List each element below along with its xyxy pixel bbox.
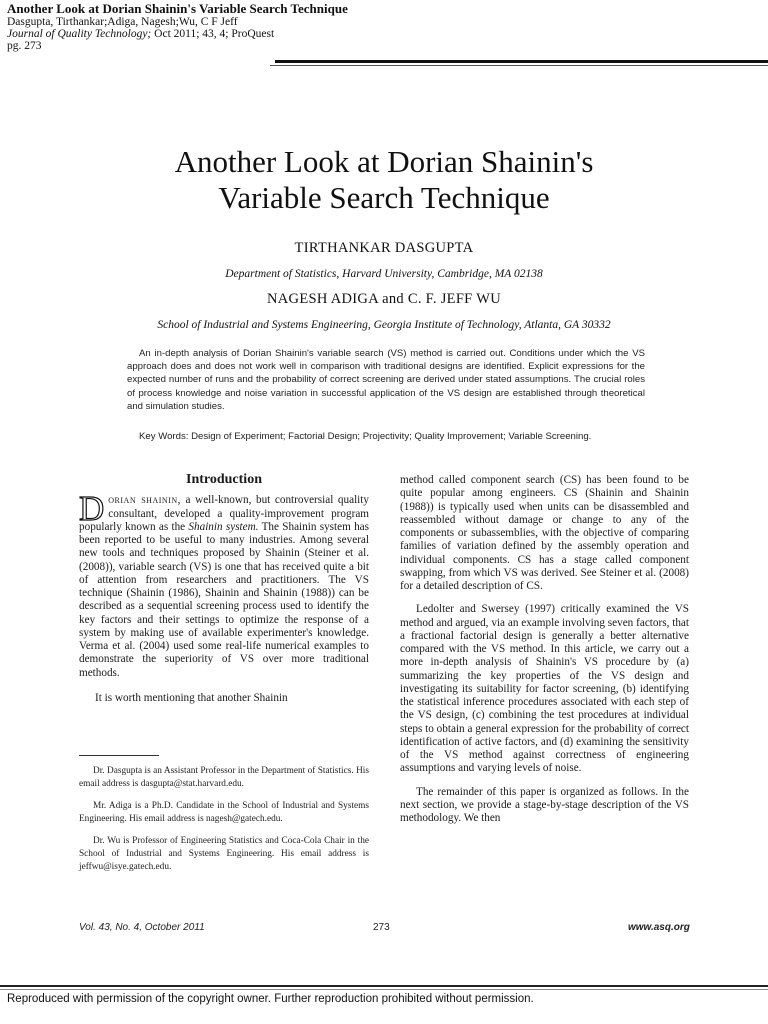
footnote-rule [79, 755, 159, 756]
footer-volume: Vol. 43, No. 4, October 2011 [79, 922, 205, 933]
header-authors: Dasgupta, Tirthankar;Adiga, Nagesh;Wu, C F Jeff [7, 16, 238, 28]
title-line-2: Variable Search Technique [218, 180, 550, 215]
keywords: Key Words: Design of Experiment; Factorial Design; Projectivity; Quality Improvement; Variable Screening. [139, 431, 592, 442]
right-paragraph-2: Ledolter and Swersey (1997) critically examined the VS method and argued, via an example involving seven factors, that a fractional factorial design is generally a better alternative compared with the VS method. In this article, we carry out a more in-depth analysis of Shainin's VS procedure by (a) summarizing the key properties of the VS design and investigating its suitability for factor screening, (b) identifying the statistical inference procedures associated with each step of the VS design, (c) combining the test procedures at individual steps to obtain a general expression for the probability of correct identification of active factors, and (d) examining the sensitivity of the VS method against correctness of engineering assumptions and varying levels of noise. [400, 603, 689, 775]
right-paragraph-3: The remainder of this paper is organized as follows. In the next section, we provide a stage-by-stage description of the VS methodology. We then [400, 785, 689, 824]
top-rule-thin [270, 65, 768, 66]
footnote-dasgupta: Dr. Dasgupta is an Assistant Professor in the Department of Statistics. His email address is dasgupta@stat.harvard.edu. [79, 766, 369, 789]
intro-paragraph-1 [79, 489, 369, 680]
abstract: An in-depth analysis of Dorian Shainin's variable search (VS) method is carried out. Conditions under which the VS approach does and does not work well in comparison with traditional designs are identified. Explicit expressions for the expected number of runs and the probability of correct screening are derived under stated assumptions. The crucial roles of process knowledge and noise variation in successful application of the VS design are established through theoretical and simulation studies. [127, 348, 645, 412]
affiliation-1: Department of Statistics, Harvard University, Cambridge, MA 02138 [225, 268, 543, 280]
intro-text-b: The Shainin system has been reported to be useful to many industries. Among several new tools and techniques proposed by Shainin (Steiner et al. (2008)), variable search (VS) is one that has received quite a bit of attention from researchers and practitioners. The VS technique (Shainin (1986), Shainin and Shainin (1988)) can be described as a sequential screening process used to identify the key factors and their settings to optimize the response of a system by making use of available experimenter's knowledge. Verma et al. (2004) used some real-life numerical examples to demonstrate the superiority of VS over more traditional methods. [79, 520, 369, 679]
document-header [7, 2, 348, 52]
author-1: TIRTHANKAR DASGUPTA [294, 240, 474, 256]
author-2: NAGESH ADIGA and C. F. JEFF WU [267, 291, 501, 307]
bottom-rule [0, 985, 768, 987]
right-paragraph-1: method called component search (CS) has been found to be quite popular among engineers. CS (Shainin and Shainin (1988)) is typically used when units can be disassembled and reassembled without damage or change to any of the components or subassemblies, with the objective of comparing families of variation defined by the assembly operation and individual components. CS has a stage called component swapping, from which VS was derived. See Steiner et al. (2008) for a detailed description of CS. [400, 474, 689, 592]
title-line-1: Another Look at Dorian Shainin's [174, 144, 594, 179]
permission-notice: Reproduced with permission of the copyright owner. Further reproduction prohibited without permission. [7, 993, 534, 1005]
header-page: pg. 273 [7, 40, 42, 52]
article-title [0, 144, 768, 216]
footnote-wu: Dr. Wu is Professor of Engineering Statistics and Coca-Cola Chair in the School of Industrial and Systems Engineering. His email address is jeffwu@isye.gatech.edu. [79, 836, 369, 872]
affiliation-2: School of Industrial and Systems Engineering, Georgia Institute of Technology, Atlanta, GA 30332 [157, 319, 611, 331]
right-column [400, 474, 689, 825]
footnote-adiga: Mr. Adiga is a Ph.D. Candidate in the School of Industrial and Systems Engineering. His email address is nagesh@gatech.edu. [79, 801, 369, 824]
header-journal: Journal of Quality Technology; [7, 28, 152, 40]
header-issue: Oct 2011; 43, 4; ProQuest [151, 28, 275, 40]
intro-text-a: a well-known, but controversial quality consultant, developed a quality-improvement program popularly known as the [79, 494, 369, 533]
section-heading: Introduction [186, 472, 262, 487]
left-column [79, 473, 369, 705]
intro-smallcaps: orian shainin, [108, 494, 181, 507]
header-title: Another Look at Dorian Shainin's Variable Search Technique [7, 1, 348, 16]
top-rule [275, 60, 768, 63]
intro-paragraph-2: It is worth mentioning that another Shainin [95, 691, 288, 704]
bottom-rule-thin [0, 989, 768, 990]
footer-website: www.asq.org [628, 922, 690, 933]
intro-emphasis: Shainin system. [188, 520, 259, 533]
footnotes [79, 765, 369, 883]
drop-cap: D [79, 489, 105, 529]
header-citation [7, 28, 348, 40]
footer-page-number: 273 [373, 922, 390, 933]
